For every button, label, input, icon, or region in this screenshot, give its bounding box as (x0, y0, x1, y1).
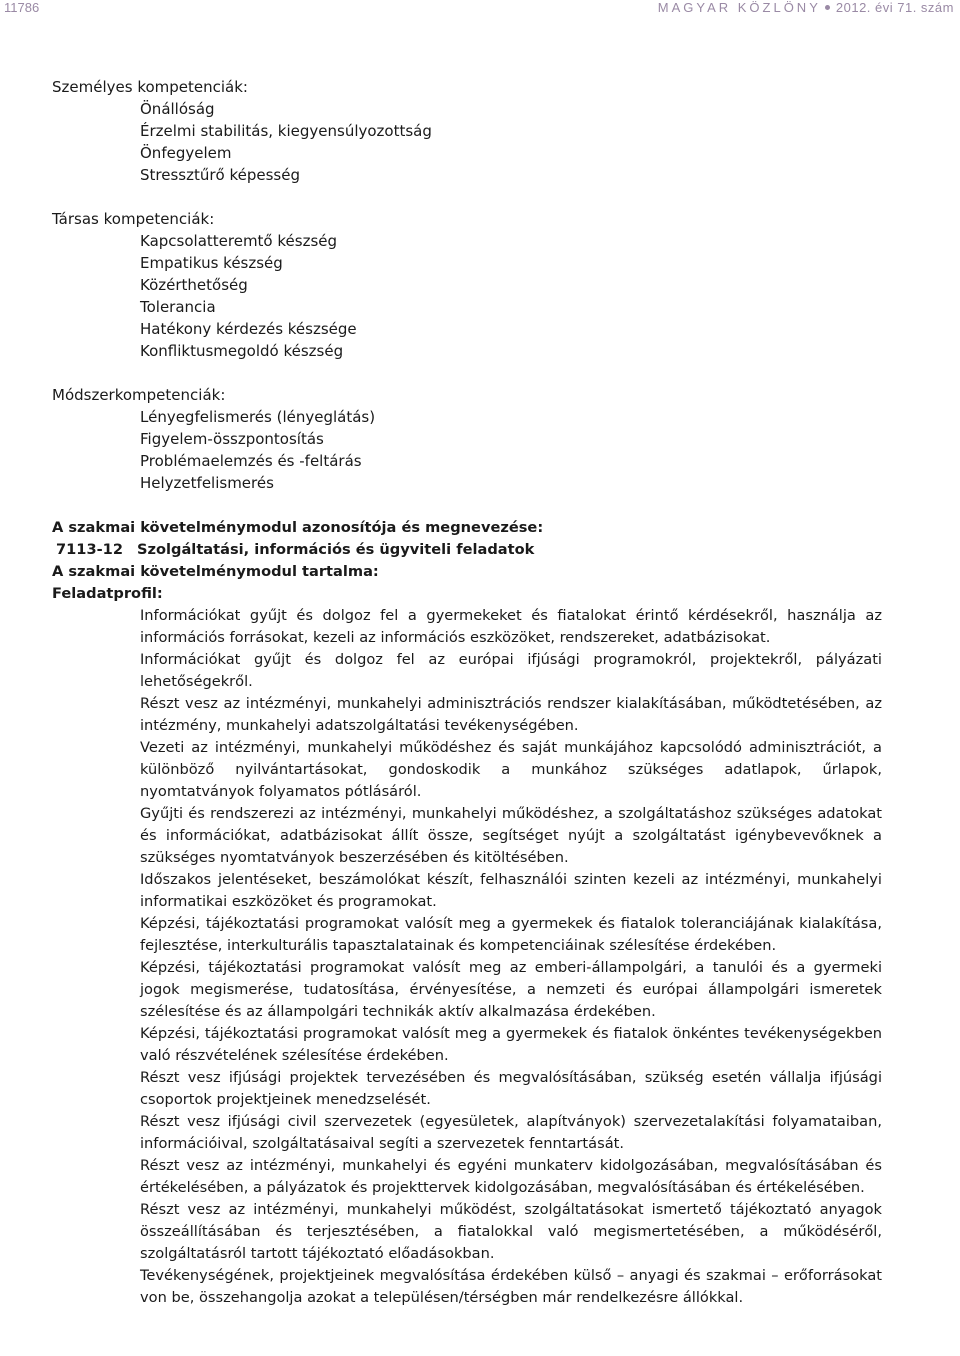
task-item: Képzési, tájékoztatási programokat valósít meg az emberi-állampolgári, a tanulói és a gyermeki jogok megismerése, tudatosítása, érvényesítése, a nemzeti és európai állampolgári ismeretek szélesítése és az állampolgári technikák aktív alkalmazása érdekében. (140, 959, 882, 1020)
page-number: 11786 (4, 0, 40, 15)
module-code-line (52, 539, 882, 561)
list-item: Önállóság (140, 100, 215, 118)
social-competencies-heading: Társas kompetenciák: (52, 210, 215, 228)
list-item: Konfliktusmegoldó készség (140, 342, 344, 360)
method-competencies-list (52, 406, 375, 494)
publication-name: MAGYAR KÖZLÖNY (657, 0, 821, 15)
task-item: Gyűjti és rendszerezi az intézményi, munkahelyi működéshez, a szolgáltatáshoz szükséges adatokat és információkat, adatbázisokat állít össze, segítséget nyújt a szolgáltatást igénybevevőknek a szükséges nyomtatványok beszerzésében és kitöltésében. (140, 805, 882, 866)
issue-label: 2012. évi 71. szám (835, 0, 954, 15)
list-item: Tolerancia (140, 298, 216, 316)
list-item: Önfegyelem (140, 144, 232, 162)
task-item: Információkat gyűjt és dolgoz fel az európai ifjúsági programokról, projektekről, pályázati lehetőségekről. (140, 651, 882, 690)
page-header (0, 0, 960, 18)
task-item: Képzési, tájékoztatási programokat valósít meg a gyermekek és fiatalok önkéntes tevékenységekben való részvételének szélesítése érdekében. (140, 1025, 882, 1064)
personal-competencies-list (52, 98, 432, 186)
task-item: Információkat gyűjt és dolgoz fel a gyermekeket és fiatalokat érintő kérdésekről, használja az információs forrásokat, kezeli az információs eszközöket, rendszereket, adatbázisokat. (140, 607, 882, 646)
personal-competencies (52, 76, 432, 186)
social-competencies-list (52, 230, 357, 362)
list-item: Lényegfelismerés (lényeglátás) (140, 408, 376, 426)
module-code: 7113-12 (56, 541, 123, 558)
module-content-heading: A szakmai követelménymodul tartalma: (52, 563, 379, 580)
task-list (52, 605, 882, 1309)
list-item: Problémaelemzés és -feltárás (140, 452, 362, 470)
list-item: Kapcsolatteremtő készség (140, 232, 338, 250)
task-item: Részt vesz ifjúsági projektek tervezésében és megvalósításában, szükség esetén vállalja ifjúsági csoportok projektjeinek menedzselését. (140, 1069, 882, 1108)
module-title: Szolgáltatási, információs és ügyviteli feladatok (136, 541, 535, 558)
publication-info (658, 0, 954, 15)
social-competencies (52, 208, 357, 362)
task-item: Részt vesz ifjúsági civil szervezetek (egyesületek, alapítványok) szervezetalakítási folyamataiban, információival, szolgáltatásaival segíti a szervezetek fenntartását. (140, 1113, 882, 1152)
list-item: Stressztűrő képesség (140, 166, 300, 184)
list-item: Hatékony kérdezés készsége (140, 320, 357, 338)
list-item: Közérthetőség (140, 276, 248, 294)
task-item: Időszakos jelentéseket, beszámolókat készít, felhasználói szinten kezeli az intézményi, munkahelyi informatikai eszközöket és programokat. (140, 871, 882, 910)
module-id-heading: A szakmai követelménymodul azonosítója és megnevezése: (52, 519, 544, 536)
method-competencies (52, 384, 375, 494)
task-item: Vezeti az intézményi, munkahelyi működéshez és saját munkájához kapcsolódó adminisztrációt, a különböző nyilvántartásokat, gondoskodik a munkához szükséges adatlapok, űrlapok, nyomtatványok folyamatos pótlásáról. (140, 739, 882, 800)
task-item: Részt vesz az intézményi, munkahelyi működést, szolgáltatásokat ismertető tájékoztató anyagok összeállításában és terjesztésében, a fiatalokkal való megismertetésében, a működéséről, szolgáltatásról tartott tájékoztató előadásokban. (140, 1201, 882, 1262)
separator-dot-icon (825, 5, 830, 10)
task-item: Részt vesz az intézményi, munkahelyi adminisztrációs rendszer kialakításában, működtetésében, az intézmény, munkahelyi adatszolgáltatási tevékenységében. (140, 695, 882, 734)
personal-competencies-heading: Személyes kompetenciák: (52, 78, 248, 96)
task-item: Képzési, tájékoztatási programokat valósít meg a gyermekek és fiatalok toleranciájának kialakítása, fejlesztése, interkulturális tapasztalatainak és kompetenciáinak szélesítése érdekében. (140, 915, 882, 954)
task-item: Részt vesz az intézményi, munkahelyi és egyéni munkaterv kidolgozásában, megvalósításában és értékelésében, a pályázatok és projekttervek kidolgozásában, megvalósításában és értékelésében. (140, 1157, 882, 1196)
task-profile-heading: Feladatprofil: (52, 585, 163, 602)
list-item: Érzelmi stabilitás, kiegyensúlyozottság (140, 122, 432, 140)
method-competencies-heading: Módszerkompetenciák: (52, 386, 226, 404)
list-item: Empatikus készség (140, 254, 283, 272)
list-item: Helyzetfelismerés (140, 474, 274, 492)
task-item: Tevékenységének, projektjeinek megvalósítása érdekében külső – anyagi és szakmai – erőforrásokat von be, összehangolja azokat a településen/térségben már rendelkezésre állókkal. (140, 1267, 882, 1306)
module-section (52, 517, 882, 1309)
list-item: Figyelem-összpontosítás (140, 430, 324, 448)
